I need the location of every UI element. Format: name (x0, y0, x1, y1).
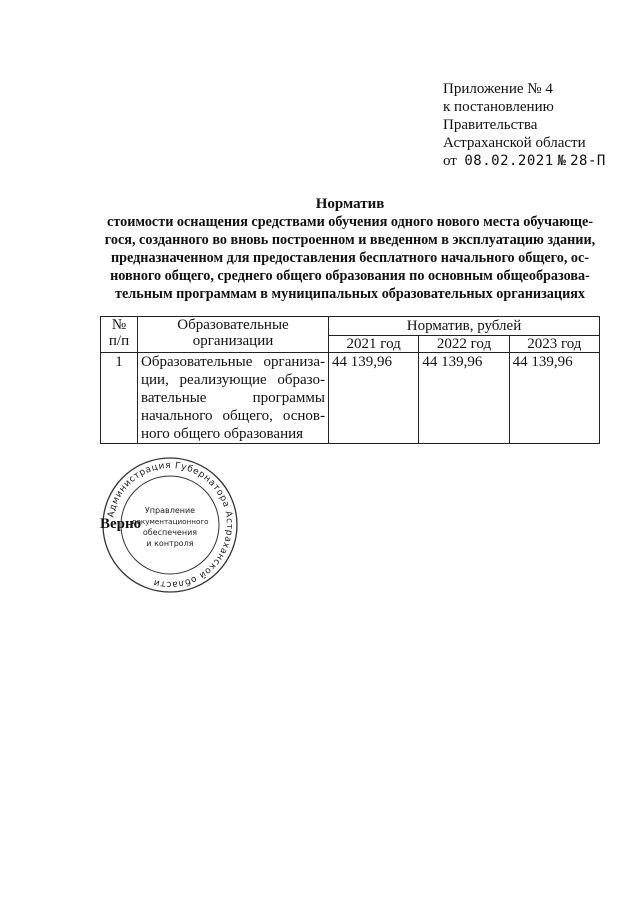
stamp-ring-text: Администрация Губернатора Астраханской области (106, 460, 235, 590)
stamp-center-line: документационного (131, 517, 209, 526)
header-number-line: № (111, 317, 127, 333)
subtitle-line: предназначенном для предоставления бесплатного начального общего, ос- (110, 250, 590, 266)
row-number: 1 (101, 353, 138, 444)
appendix-line-resolution: к постановлению (443, 99, 554, 115)
header-norm: Норматив, рублей (329, 317, 600, 336)
resolution-number: 28-П (570, 153, 606, 169)
stamp-center-line: Управление (144, 506, 196, 515)
row-org-line: Образовательные организа- (141, 354, 325, 370)
row-org-line: начального общего, основ- (141, 408, 325, 424)
header-org-line: организации (192, 333, 274, 349)
header-year-2023: 2023 год (509, 336, 599, 353)
header-number-line: п/п (108, 333, 130, 349)
header-org-line: Образовательные (177, 317, 289, 333)
document-subtitle (95, 213, 605, 303)
row-org-line: вательные программы (141, 390, 325, 406)
appendix-date-line (443, 152, 606, 170)
document-title: Норматив (315, 196, 385, 212)
norm-table (100, 316, 600, 444)
row-org-line: ного общего образования (141, 426, 304, 442)
appendix-line-government: Правительства (443, 117, 538, 133)
value-2021: 44 139,96 (329, 353, 419, 444)
value-2022: 44 139,96 (419, 353, 509, 444)
header-year-2022: 2022 год (419, 336, 509, 353)
header-number (101, 317, 138, 353)
row-org-line: ции, реализующие образо- (141, 372, 325, 388)
stamp-center-line: обеспечения (142, 528, 198, 537)
appendix-line-region: Астраханской области (443, 135, 586, 151)
row-organization (138, 353, 329, 444)
value-2023: 44 139,96 (509, 353, 599, 444)
header-organizations (138, 317, 329, 353)
table-header-row (101, 317, 600, 336)
subtitle-line: гося, созданного во вновь построенном и введенном в эксплуатацию здании, (104, 232, 596, 248)
subtitle-line: тельным программам в муниципальных образовательных организациях (114, 286, 586, 302)
appendix-title: Приложение № 4 (443, 81, 553, 97)
subtitle-line: новного общего, среднего общего образования по основным общеобразова- (110, 268, 590, 284)
date-prefix: от (443, 153, 457, 169)
certified-mark: Верно (100, 516, 142, 532)
subtitle-line: стоимости оснащения средствами обучения одного нового места обучающе- (107, 214, 593, 230)
resolution-date: 08.02.2021 (464, 153, 554, 169)
header-year-2021: 2021 год (329, 336, 419, 353)
appendix-block (443, 80, 606, 170)
stamp-center-line: и контроля (146, 539, 194, 548)
number-sign: № (557, 153, 567, 169)
table-row (101, 353, 600, 444)
